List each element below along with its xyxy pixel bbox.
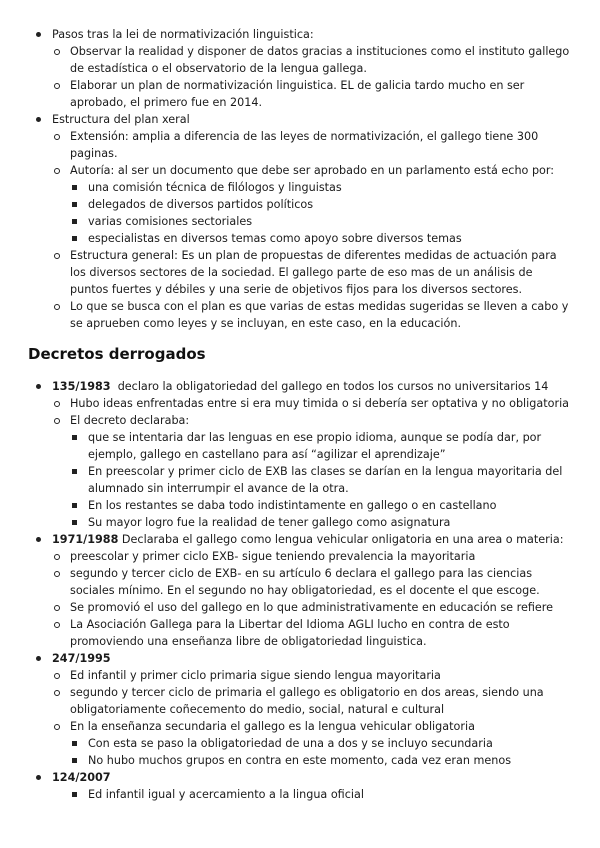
bullet-circle-icon <box>54 304 60 310</box>
item-text: Estructura general: Es un plan de propuestas de diferentes medidas de actuación para los diversos sectores de la sociedad. El gallego parte de eso mas de un análisis de puntos fuertes y débiles y una serie de objetivos fijos para los diversos sectores. <box>70 249 561 296</box>
list-item <box>88 735 572 752</box>
bullet-circle-icon <box>54 49 60 55</box>
bullet-disc-icon <box>36 537 41 542</box>
bullet-square-icon <box>72 469 77 474</box>
decree-number: 247/1995 <box>52 652 111 665</box>
bullet-square-icon <box>72 792 77 797</box>
list-item <box>88 786 572 803</box>
bullet-square-icon <box>72 202 77 207</box>
bullet-circle-icon <box>54 134 60 140</box>
item-text: Se promovió el uso del gallego en lo que administrativamente en educación se refiere <box>70 601 553 614</box>
item-text: Con esta se paso la obligatoriedad de una a dos y se incluyo secundaria <box>88 737 493 750</box>
bullet-circle-icon <box>54 401 60 407</box>
bullet-circle-icon <box>54 253 60 259</box>
bullet-circle-icon <box>54 571 60 577</box>
bullet-square-icon <box>72 520 77 525</box>
bullet-disc-icon <box>36 32 41 37</box>
item-text: Extensión: amplia a diferencia de las leyes de normativización, el gallego tiene 300 paginas. <box>70 130 542 160</box>
list-item <box>88 230 572 247</box>
item-text: Pasos tras la lei de normativización linguistica: <box>52 28 314 41</box>
bullet-square-icon <box>72 503 77 508</box>
list-item <box>88 514 572 531</box>
bullet-circle-icon <box>54 605 60 611</box>
list-item <box>70 565 572 599</box>
bullet-square-icon <box>72 219 77 224</box>
list-item <box>52 378 572 395</box>
list-item <box>88 213 572 230</box>
list-item <box>70 599 572 616</box>
item-text: En preescolar y primer ciclo de EXB las clases se darían en la lengua mayoritaria del alumnado sin interrumpir el avance de la otra. <box>88 465 566 495</box>
item-text: No hubo muchos grupos en contra en este momento, cada vez eran menos <box>88 754 512 767</box>
item-text: Su mayor logro fue la realidad de tener gallego como asignatura <box>88 516 451 529</box>
item-text: Ed infantil y primer ciclo primaria sigue siendo lengua mayoritaria <box>70 669 441 682</box>
bullet-square-icon <box>72 435 77 440</box>
list-item <box>70 43 572 77</box>
item-text: Autoría: al ser un documento que debe ser aprobado en un parlamento está echo por: <box>70 164 555 177</box>
item-text: especialistas en diversos temas como apoyo sobre diversos temas <box>88 232 462 245</box>
decree-number: 1971/1988 <box>52 533 119 546</box>
decree-number: 124/2007 <box>52 771 111 784</box>
plan-section <box>0 26 600 332</box>
decretos-section <box>0 378 600 803</box>
list-item <box>88 196 572 213</box>
section-heading: Decretos derrogados <box>28 345 206 363</box>
bullet-disc-icon <box>36 775 41 780</box>
list-item <box>88 463 572 497</box>
bullet-disc-icon <box>36 117 41 122</box>
item-text: preescolar y primer ciclo EXB- sigue teniendo prevalencia la mayoritaria <box>70 550 476 563</box>
item-text: segundo y tercer ciclo de EXB- en su artículo 6 declara el gallego para las ciencias sociales mínimo. En el segundo no hay obligatoriedad, es el docente el que escoge. <box>70 567 540 597</box>
list-item <box>88 429 572 463</box>
list-item <box>88 752 572 769</box>
list-item <box>70 616 572 650</box>
item-text: Declaraba el gallego como lengua vehicular onligatoria en una area o materia: <box>118 533 564 546</box>
item-text: Ed infantil igual y acercamiento a la lingua oficial <box>88 788 364 801</box>
bullet-disc-icon <box>36 656 41 661</box>
item-text: delegados de diversos partidos políticos <box>88 198 314 211</box>
item-text: Estructura del plan xeral <box>52 113 190 126</box>
list-item <box>70 412 572 429</box>
bullet-circle-icon <box>54 83 60 89</box>
item-text: varias comisiones sectoriales <box>88 215 253 228</box>
item-text: Lo que se busca con el plan es que varias de estas medidas sugeridas se lleven a cabo y se aprueben como leyes y se incluyan, en este caso, en la educación. <box>70 300 572 330</box>
list-item <box>70 548 572 565</box>
item-text: Hubo ideas enfrentadas entre si era muy timida o si debería ser optativa y no obligatoria <box>70 397 570 410</box>
item-text: una comisión técnica de filólogos y linguistas <box>88 181 342 194</box>
list-item <box>88 179 572 196</box>
item-text: El decreto declaraba: <box>70 414 190 427</box>
item-text: que se intentaria dar las lenguas en ese propio idioma, aunque se podía dar, por ejemplo, gallego en castellano para así “agilizar el aprendizaje” <box>88 431 545 461</box>
list-item <box>70 718 572 735</box>
bullet-circle-icon <box>54 168 60 174</box>
list-item <box>70 247 572 298</box>
list-item <box>88 497 572 514</box>
bullet-circle-icon <box>54 418 60 424</box>
bullet-square-icon <box>72 185 77 190</box>
bullet-circle-icon <box>54 673 60 679</box>
item-text: La Asociación Gallega para la Libertar del Idioma AGLI lucho en contra de esto promoviendo una enseñanza libre de obligatoriedad linguistica. <box>70 618 514 648</box>
bullet-square-icon <box>72 741 77 746</box>
item-text: declaro la obligatoriedad del gallego en todos los cursos no universitarios 14 <box>110 380 549 393</box>
bullet-circle-icon <box>54 724 60 730</box>
list-item <box>52 769 572 786</box>
list-item <box>70 128 572 162</box>
bullet-disc-icon <box>36 384 41 389</box>
list-item <box>70 395 572 412</box>
list-item <box>70 667 572 684</box>
list-item <box>52 650 572 667</box>
item-text: Elaborar un plan de normativización linguistica. EL de galicia tardo mucho en ser aprobado, el primero fue en 2014. <box>70 79 528 109</box>
list-item <box>70 298 572 332</box>
list-item <box>52 531 572 548</box>
list-item <box>52 26 572 43</box>
bullet-square-icon <box>72 758 77 763</box>
item-text: Observar la realidad y disponer de datos gracias a instituciones como el instituto gallego de estadística o el observatorio de la lengua gallega. <box>70 45 573 75</box>
bullet-circle-icon <box>54 622 60 628</box>
item-text: En los restantes se daba todo indistintamente en gallego o en castellano <box>88 499 497 512</box>
list-item <box>70 162 572 179</box>
list-item <box>52 111 572 128</box>
bullet-circle-icon <box>54 554 60 560</box>
bullet-square-icon <box>72 236 77 241</box>
decree-number: 135/1983 <box>52 380 111 393</box>
item-text: segundo y tercer ciclo de primaria el gallego es obligatorio en dos areas, siendo una obligatoriamente coñecemento do medio, social, natural e cultural <box>70 686 548 716</box>
list-item <box>70 684 572 718</box>
bullet-circle-icon <box>54 690 60 696</box>
list-item <box>70 77 572 111</box>
item-text: En la enseñanza secundaria el gallego es la lengua vehicular obligatoria <box>70 720 475 733</box>
